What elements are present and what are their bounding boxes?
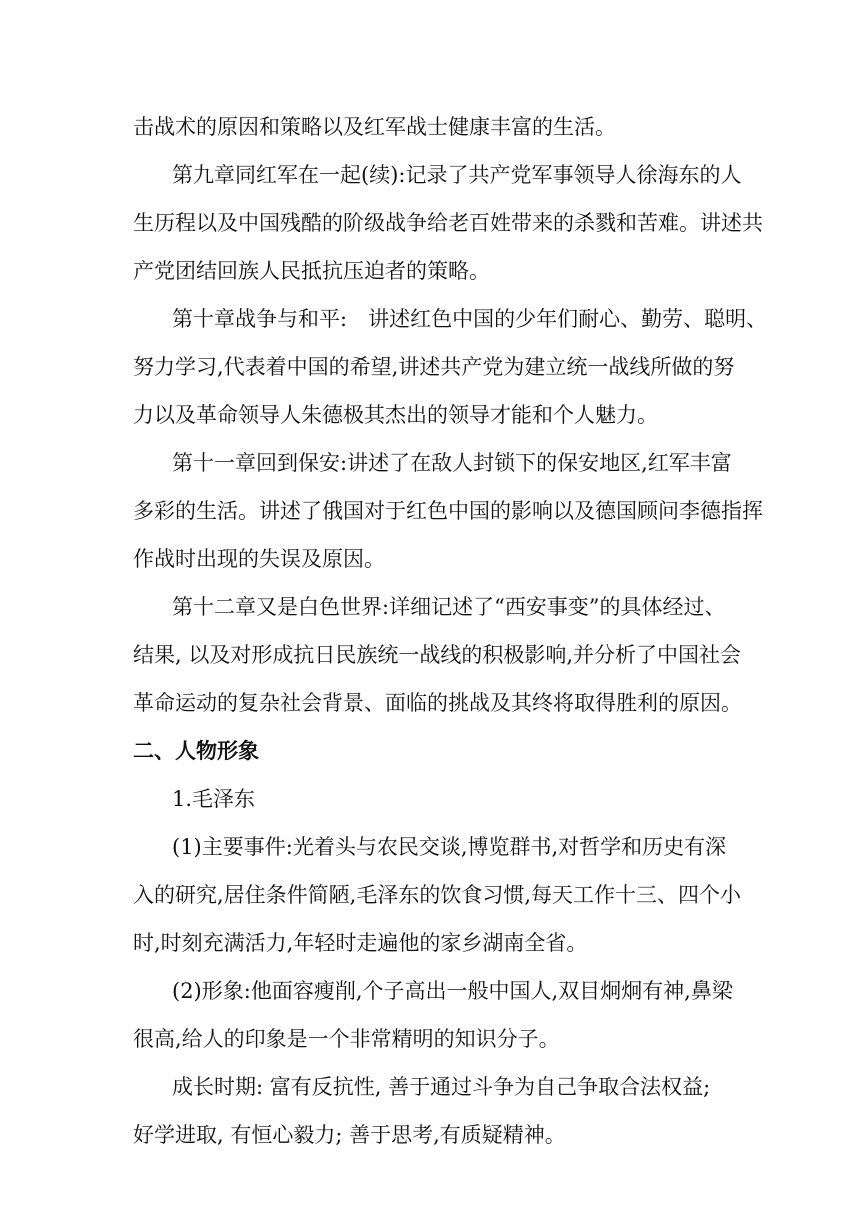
text-line: 产党团结回族人民抵抗压迫者的策略。 bbox=[133, 259, 490, 283]
text-line: 好学进取, 有恒心毅力; 善于思考,有质疑精神。 bbox=[133, 1123, 566, 1147]
main-events-paragraph: (1)主要事件:光着头与农民交谈,博览群书,对哲学和历史有深 bbox=[172, 835, 727, 859]
image-paragraph: (2)形象:他面容瘦削,个子高出一般中国人,双目炯炯有神,鼻梁 bbox=[172, 979, 733, 1003]
chapter-9-paragraph: 第九章同红军在一起(续):记录了共产党军事领导人徐海东的人 bbox=[172, 163, 742, 187]
text-line: 很高,给人的印象是一个非常精明的知识分子。 bbox=[133, 1027, 560, 1051]
chapter-11-paragraph: 第十一章回到保安:讲述了在敌人封锁下的保安地区,红军丰富 bbox=[172, 451, 732, 475]
text-line: 努力学习,代表着中国的希望,讲述共产党为建立统一战线所做的努 bbox=[133, 355, 735, 379]
text-line: 力以及革命领导人朱德极其杰出的领导才能和个人魅力。 bbox=[133, 403, 658, 427]
text-line: 入的研究,居住条件简陋,毛泽东的饮食习惯,每天工作十三、四个小 bbox=[133, 883, 742, 907]
text-line: 生历程以及中国残酷的阶级战争给老百姓带来的杀戮和苦难。讲述共 bbox=[133, 211, 763, 235]
text-line: 多彩的生活。讲述了俄国对于红色中国的影响以及德国顾问李德指挥 bbox=[133, 499, 763, 523]
growth-period-paragraph: 成长时期: 富有反抗性, 善于通过斗争为自己争取合法权益; bbox=[172, 1075, 711, 1099]
text-line: 击战术的原因和策略以及红军战士健康丰富的生活。 bbox=[133, 115, 616, 139]
text-line: 时,时刻充满活力,年轻时走遍他的家乡湖南全省。 bbox=[133, 931, 588, 955]
text-line: 作战时出现的失误及原因。 bbox=[133, 547, 385, 571]
chapter-10-paragraph: 第十章战争与和平: 讲述红色中国的少年们耐心、勤劳、聪明、 bbox=[172, 307, 768, 331]
text-line: 结果, 以及对形成抗日民族统一战线的积极影响,并分析了中国社会 bbox=[133, 643, 742, 667]
text-line: 革命运动的复杂社会背景、面临的挑战及其终将取得胜利的原因。 bbox=[133, 691, 742, 715]
chapter-12-paragraph: 第十二章又是白色世界:详细记述了“西安事变”的具体经过、 bbox=[172, 595, 726, 619]
section-heading: 二、人物形象 bbox=[133, 738, 259, 763]
subheading-mao-zedong: 1.毛泽东 bbox=[172, 787, 256, 811]
